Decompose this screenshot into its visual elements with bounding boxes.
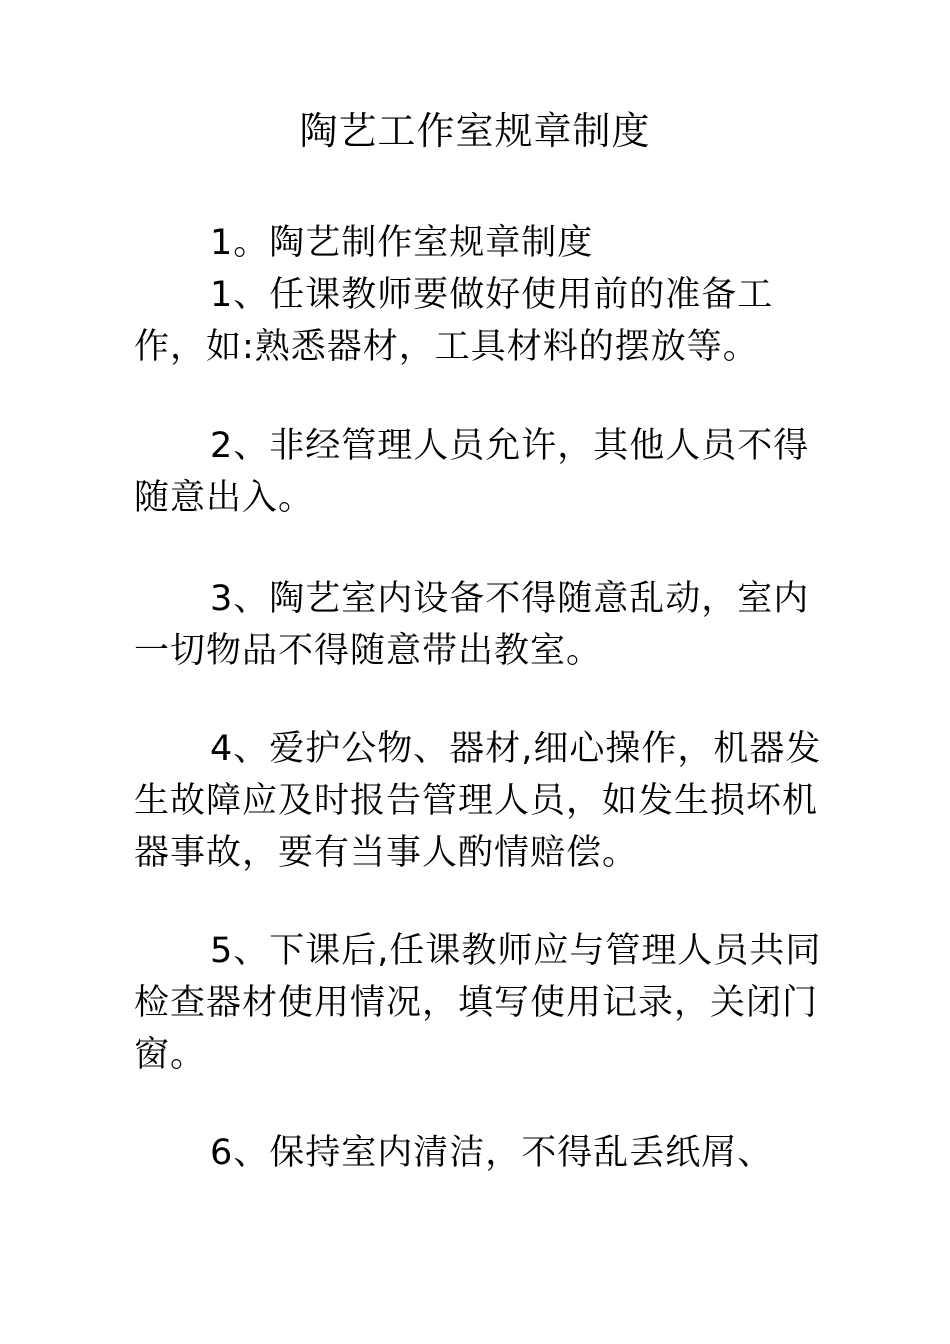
document-title: 陶艺工作室规章制度 [299, 109, 651, 153]
rule-paragraph-1: 1、任课教师要做好使用前的准备工作，如:熟悉器材，工具材料的摆放等。 [134, 275, 774, 367]
rule-paragraph-4: 4、爱护公物、器材,细心操作，机器发生故障应及时报告管理人员，如发生损坏机器事故，要有当事人酌情赔偿。 [134, 729, 822, 873]
rule-paragraph-5: 5、下课后,任课教师应与管理人员共同检查器材使用情况，填写使用记录，关闭门窗。 [134, 931, 822, 1075]
section-heading: 1。陶艺制作室规章制度 [210, 223, 594, 263]
rule-paragraph-3: 3、陶艺室内设备不得随意乱动，室内一切物品不得随意带出教室。 [134, 579, 810, 671]
rule-paragraph-2: 2、非经管理人员允许，其他人员不得随意出入。 [134, 426, 810, 518]
rule-paragraph-6: 6、保持室内清洁，不得乱丢纸屑、 [210, 1133, 774, 1173]
